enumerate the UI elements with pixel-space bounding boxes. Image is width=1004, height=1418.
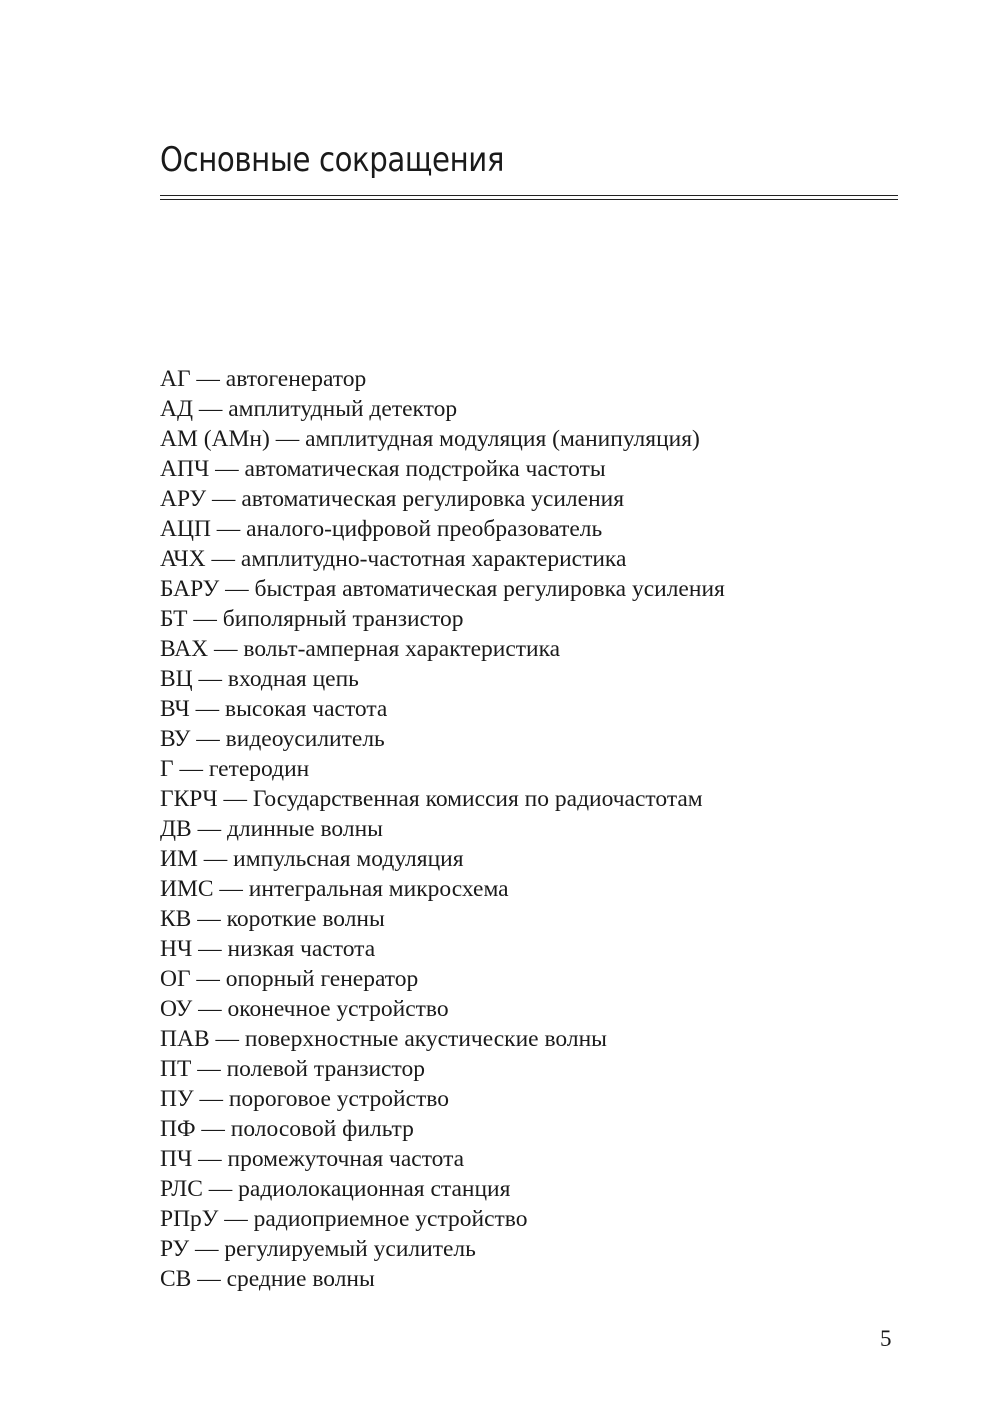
page-title: Основные сокращения bbox=[160, 140, 504, 180]
abbreviation-item: АГ — автогенератор bbox=[160, 366, 367, 392]
abbreviation-item: РЛС — радиолокационная станция bbox=[160, 1176, 511, 1202]
abbreviation-item: ВАХ — вольт-амперная характеристика bbox=[160, 636, 561, 662]
abbreviation-item: АЦП — аналого-цифровой преобразователь bbox=[160, 516, 603, 542]
abbreviation-item: АЧХ — амплитудно-частотная характеристика bbox=[160, 546, 627, 572]
abbreviation-item: ПАВ — поверхностные акустические волны bbox=[160, 1026, 607, 1052]
abbreviation-item: БТ — биполярный транзистор bbox=[160, 606, 464, 632]
abbreviation-item: ИМС — интегральная микросхема bbox=[160, 876, 509, 902]
abbreviation-item: НЧ — низкая частота bbox=[160, 936, 376, 962]
abbreviation-item: ОГ — опорный генератор bbox=[160, 966, 419, 992]
abbreviation-item: ПУ — пороговое устройство bbox=[160, 1086, 449, 1112]
abbreviation-item: ВЧ — высокая частота bbox=[160, 696, 388, 722]
abbreviation-item: СВ — средние волны bbox=[160, 1266, 375, 1292]
abbreviation-item: ОУ — оконечное устройство bbox=[160, 996, 449, 1022]
abbreviation-item: КВ — короткие волны bbox=[160, 906, 385, 932]
abbreviation-item: ИМ — импульсная модуляция bbox=[160, 846, 464, 872]
abbreviation-item: АРУ — автоматическая регулировка усиления bbox=[160, 486, 625, 512]
title-double-rule bbox=[160, 195, 898, 200]
abbreviation-item: РПрУ — радиоприемное устройство bbox=[160, 1206, 528, 1232]
abbreviation-item: ВЦ — входная цепь bbox=[160, 666, 359, 692]
abbreviation-item: ГКРЧ — Государственная комиссия по радиочастотам bbox=[160, 786, 703, 812]
abbreviation-item: ПТ — полевой транзистор bbox=[160, 1056, 425, 1082]
abbreviation-item: РУ — регулируемый усилитель bbox=[160, 1236, 476, 1262]
abbreviation-item: АД — амплитудный детектор bbox=[160, 396, 458, 422]
abbreviation-item: ВУ — видеоусилитель bbox=[160, 726, 385, 752]
abbreviation-item: Г — гетеродин bbox=[160, 756, 310, 782]
abbreviation-item: АПЧ — автоматическая подстройка частоты bbox=[160, 456, 606, 482]
abbreviation-item: ДВ — длинные волны bbox=[160, 816, 383, 842]
abbreviation-item: ПЧ — промежуточная частота bbox=[160, 1146, 465, 1172]
abbreviation-list bbox=[160, 364, 725, 1294]
abbreviation-item: АМ (АМн) — амплитудная модуляция (манипуляция) bbox=[160, 426, 700, 452]
abbreviation-item: ПФ — полосовой фильтр bbox=[160, 1116, 414, 1142]
page-number: 5 bbox=[880, 1326, 892, 1351]
abbreviation-item: БАРУ — быстрая автоматическая регулировка усиления bbox=[160, 576, 725, 602]
